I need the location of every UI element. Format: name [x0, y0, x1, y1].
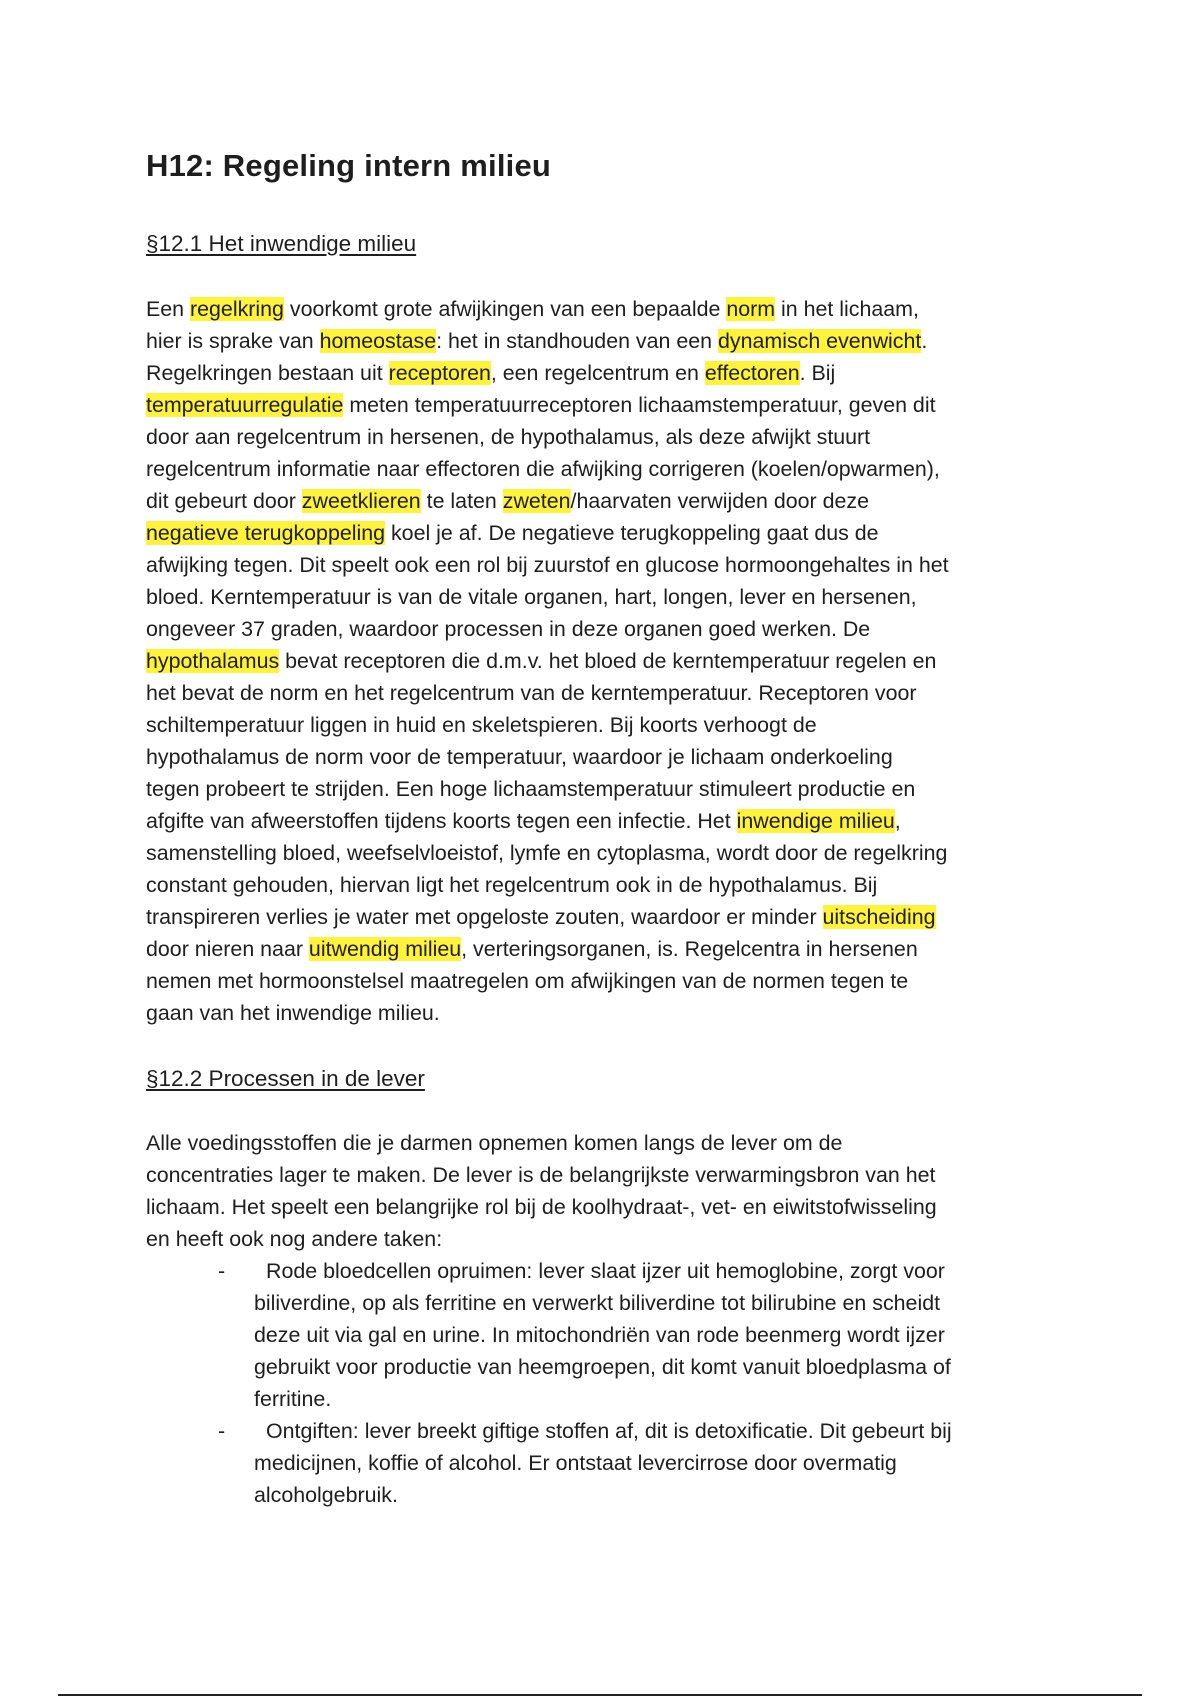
text-segment: bevat receptoren die d.m.v. het bloed de kerntemperatuur regelen en [279, 649, 937, 673]
highlighted-term: zweten [502, 489, 571, 513]
list-item-line: biliverdine, op als ferritine en verwerkt biliverdine tot bilirubine en scheidt [254, 1291, 941, 1315]
highlighted-term: uitscheiding [822, 905, 936, 929]
text-line [146, 933, 1076, 965]
text-line [146, 805, 1076, 837]
highlighted-term: zweetklieren [301, 489, 421, 513]
text-line [146, 389, 1076, 421]
section-heading-12-2: §12.2 Processen in de lever [146, 1066, 425, 1091]
text-segment: . Bij [799, 361, 836, 385]
list-item-line: ferritine. [254, 1387, 332, 1411]
dash-bullet-icon: - [218, 1419, 226, 1443]
text-line [146, 869, 1076, 901]
text-line [146, 453, 1076, 485]
text-line [146, 901, 1076, 933]
text-segment: nemen met hormoonstelsel maatregelen om afwijkingen van de normen tegen te [146, 969, 909, 993]
text-line [146, 293, 1076, 325]
text-line: en heeft ook nog andere taken: [146, 1227, 443, 1251]
text-segment: constant gehouden, hiervan ligt het regelcentrum ook in de hypothalamus. Bij [146, 873, 878, 897]
text-segment: transpireren verlies je water met opgeloste zouten, waardoor er minder [146, 905, 823, 929]
text-line [146, 709, 1076, 741]
text-segment: door aan regelcentrum in hersenen, de hypothalamus, als deze afwijkt stuurt [146, 425, 871, 449]
text-line [146, 773, 1076, 805]
text-line [146, 997, 1076, 1029]
dash-bullet-icon: - [218, 1259, 226, 1283]
highlighted-term: uitwendig milieu [308, 937, 462, 961]
text-segment: het bevat de norm en het regelcentrum van de kerntemperatuur. Receptoren voor [146, 681, 917, 705]
text-line [146, 517, 1076, 549]
text-segment: , een regelcentrum en [490, 361, 705, 385]
text-line [146, 837, 1076, 869]
footer-divider [58, 1694, 1142, 1696]
text-segment: gaan van het inwendige milieu. [146, 1001, 440, 1025]
text-segment: in het lichaam, [775, 297, 919, 321]
text-line [146, 741, 1076, 773]
highlighted-term: norm [726, 297, 776, 321]
section-heading-12-1: §12.1 Het inwendige milieu [146, 231, 417, 256]
highlighted-term: receptoren [388, 361, 491, 385]
text-segment: Een [146, 297, 191, 321]
text-segment: tegen probeert te strijden. Een hoge lichaamstemperatuur stimuleert productie en [146, 777, 916, 801]
text-line [146, 613, 1076, 645]
text-line: concentraties lager te maken. De lever is de belangrijkste verwarmingsbron van het [146, 1163, 936, 1187]
text-segment: Regelkringen bestaan uit [146, 361, 389, 385]
highlighted-term: temperatuurregulatie [146, 393, 344, 417]
list-item-line: deze uit via gal en urine. In mitochondriën van rode beenmerg wordt ijzer [254, 1323, 945, 1347]
text-segment: : het in standhouden van een [436, 329, 718, 353]
page-title: H12: Regeling intern milieu [146, 148, 552, 183]
highlighted-term: effectoren [704, 361, 800, 385]
text-line [146, 965, 1076, 997]
text-segment: hier is sprake van [146, 329, 320, 353]
section-12-2-paragraph [146, 1127, 1076, 1255]
text-segment: meten temperatuurreceptoren lichaamstemperatuur, geven dit [343, 393, 936, 417]
list-item-line: alcoholgebruik. [254, 1483, 398, 1507]
text-segment: voorkomt grote afwijkingen van een bepaalde [283, 297, 727, 321]
text-segment: ongeveer 37 graden, waardoor processen in deze organen goed werken. De [146, 617, 871, 641]
list-item-line: Ontgiften: lever breekt giftige stoffen af, dit is detoxificatie. Dit gebeurt bij [266, 1419, 952, 1443]
text-segment: , [894, 809, 901, 833]
text-line [146, 645, 1076, 677]
highlighted-term: regelkring [190, 297, 284, 321]
text-line [146, 357, 1076, 389]
text-segment: regelcentrum informatie naar effectoren die afwijking corrigeren (koelen/opwarmen), [146, 457, 940, 481]
text-segment: afwijking tegen. Dit speelt ook een rol bij zuurstof en glucose hormoongehaltes in het [146, 553, 949, 577]
text-segment: te laten [420, 489, 503, 513]
text-segment: , verteringsorganen, is. Regelcentra in hersenen [461, 937, 918, 961]
list-item-line: medicijnen, koffie of alcohol. Er ontstaat levercirrose door overmatig [254, 1451, 897, 1475]
text-segment: /haarvaten verwijden door deze [570, 489, 870, 513]
text-segment: afgifte van afweerstoffen tijdens koorts tegen een infectie. Het [146, 809, 737, 833]
highlighted-term: homeostase [319, 329, 437, 353]
text-segment: . [921, 329, 928, 353]
text-segment: door nieren naar [146, 937, 309, 961]
list-item-line: Rode bloedcellen opruimen: lever slaat ijzer uit hemoglobine, zorgt voor [266, 1259, 945, 1283]
list-item [218, 1255, 1078, 1415]
highlighted-term: hypothalamus [146, 649, 280, 673]
text-segment: schiltemperatuur liggen in huid en skeletspieren. Bij koorts verhoogt de [146, 713, 817, 737]
list-item-line: gebruikt voor productie van heemgroepen, dit komt vanuit bloedplasma of [254, 1355, 951, 1379]
text-line [146, 325, 1076, 357]
section-12-1-paragraph [146, 293, 1076, 1029]
highlighted-term: negatieve terugkoppeling [146, 521, 386, 545]
text-line [146, 485, 1076, 517]
text-segment: bloed. Kerntemperatuur is van de vitale organen, hart, longen, lever en hersenen, [146, 585, 917, 609]
highlighted-term: dynamisch evenwicht [718, 329, 922, 353]
text-segment: koel je af. De negatieve terugkoppeling gaat dus de [385, 521, 879, 545]
text-line [146, 581, 1076, 613]
liver-tasks-list [218, 1255, 1078, 1511]
text-segment: dit gebeurt door [146, 489, 302, 513]
text-line: Alle voedingsstoffen die je darmen opnemen komen langs de lever om de [146, 1131, 843, 1155]
list-item [218, 1415, 1078, 1511]
text-segment: samenstelling bloed, weefselvloeistof, lymfe en cytoplasma, wordt door de regelkring [146, 841, 948, 865]
text-line [146, 421, 1076, 453]
text-line [146, 549, 1076, 581]
text-segment: hypothalamus de norm voor de temperatuur, waardoor je lichaam onderkoeling [146, 745, 893, 769]
text-line: lichaam. Het speelt een belangrijke rol bij de koolhydraat-, vet- en eiwitstofwisseling [146, 1195, 937, 1219]
text-line [146, 677, 1076, 709]
highlighted-term: inwendige milieu [736, 809, 895, 833]
